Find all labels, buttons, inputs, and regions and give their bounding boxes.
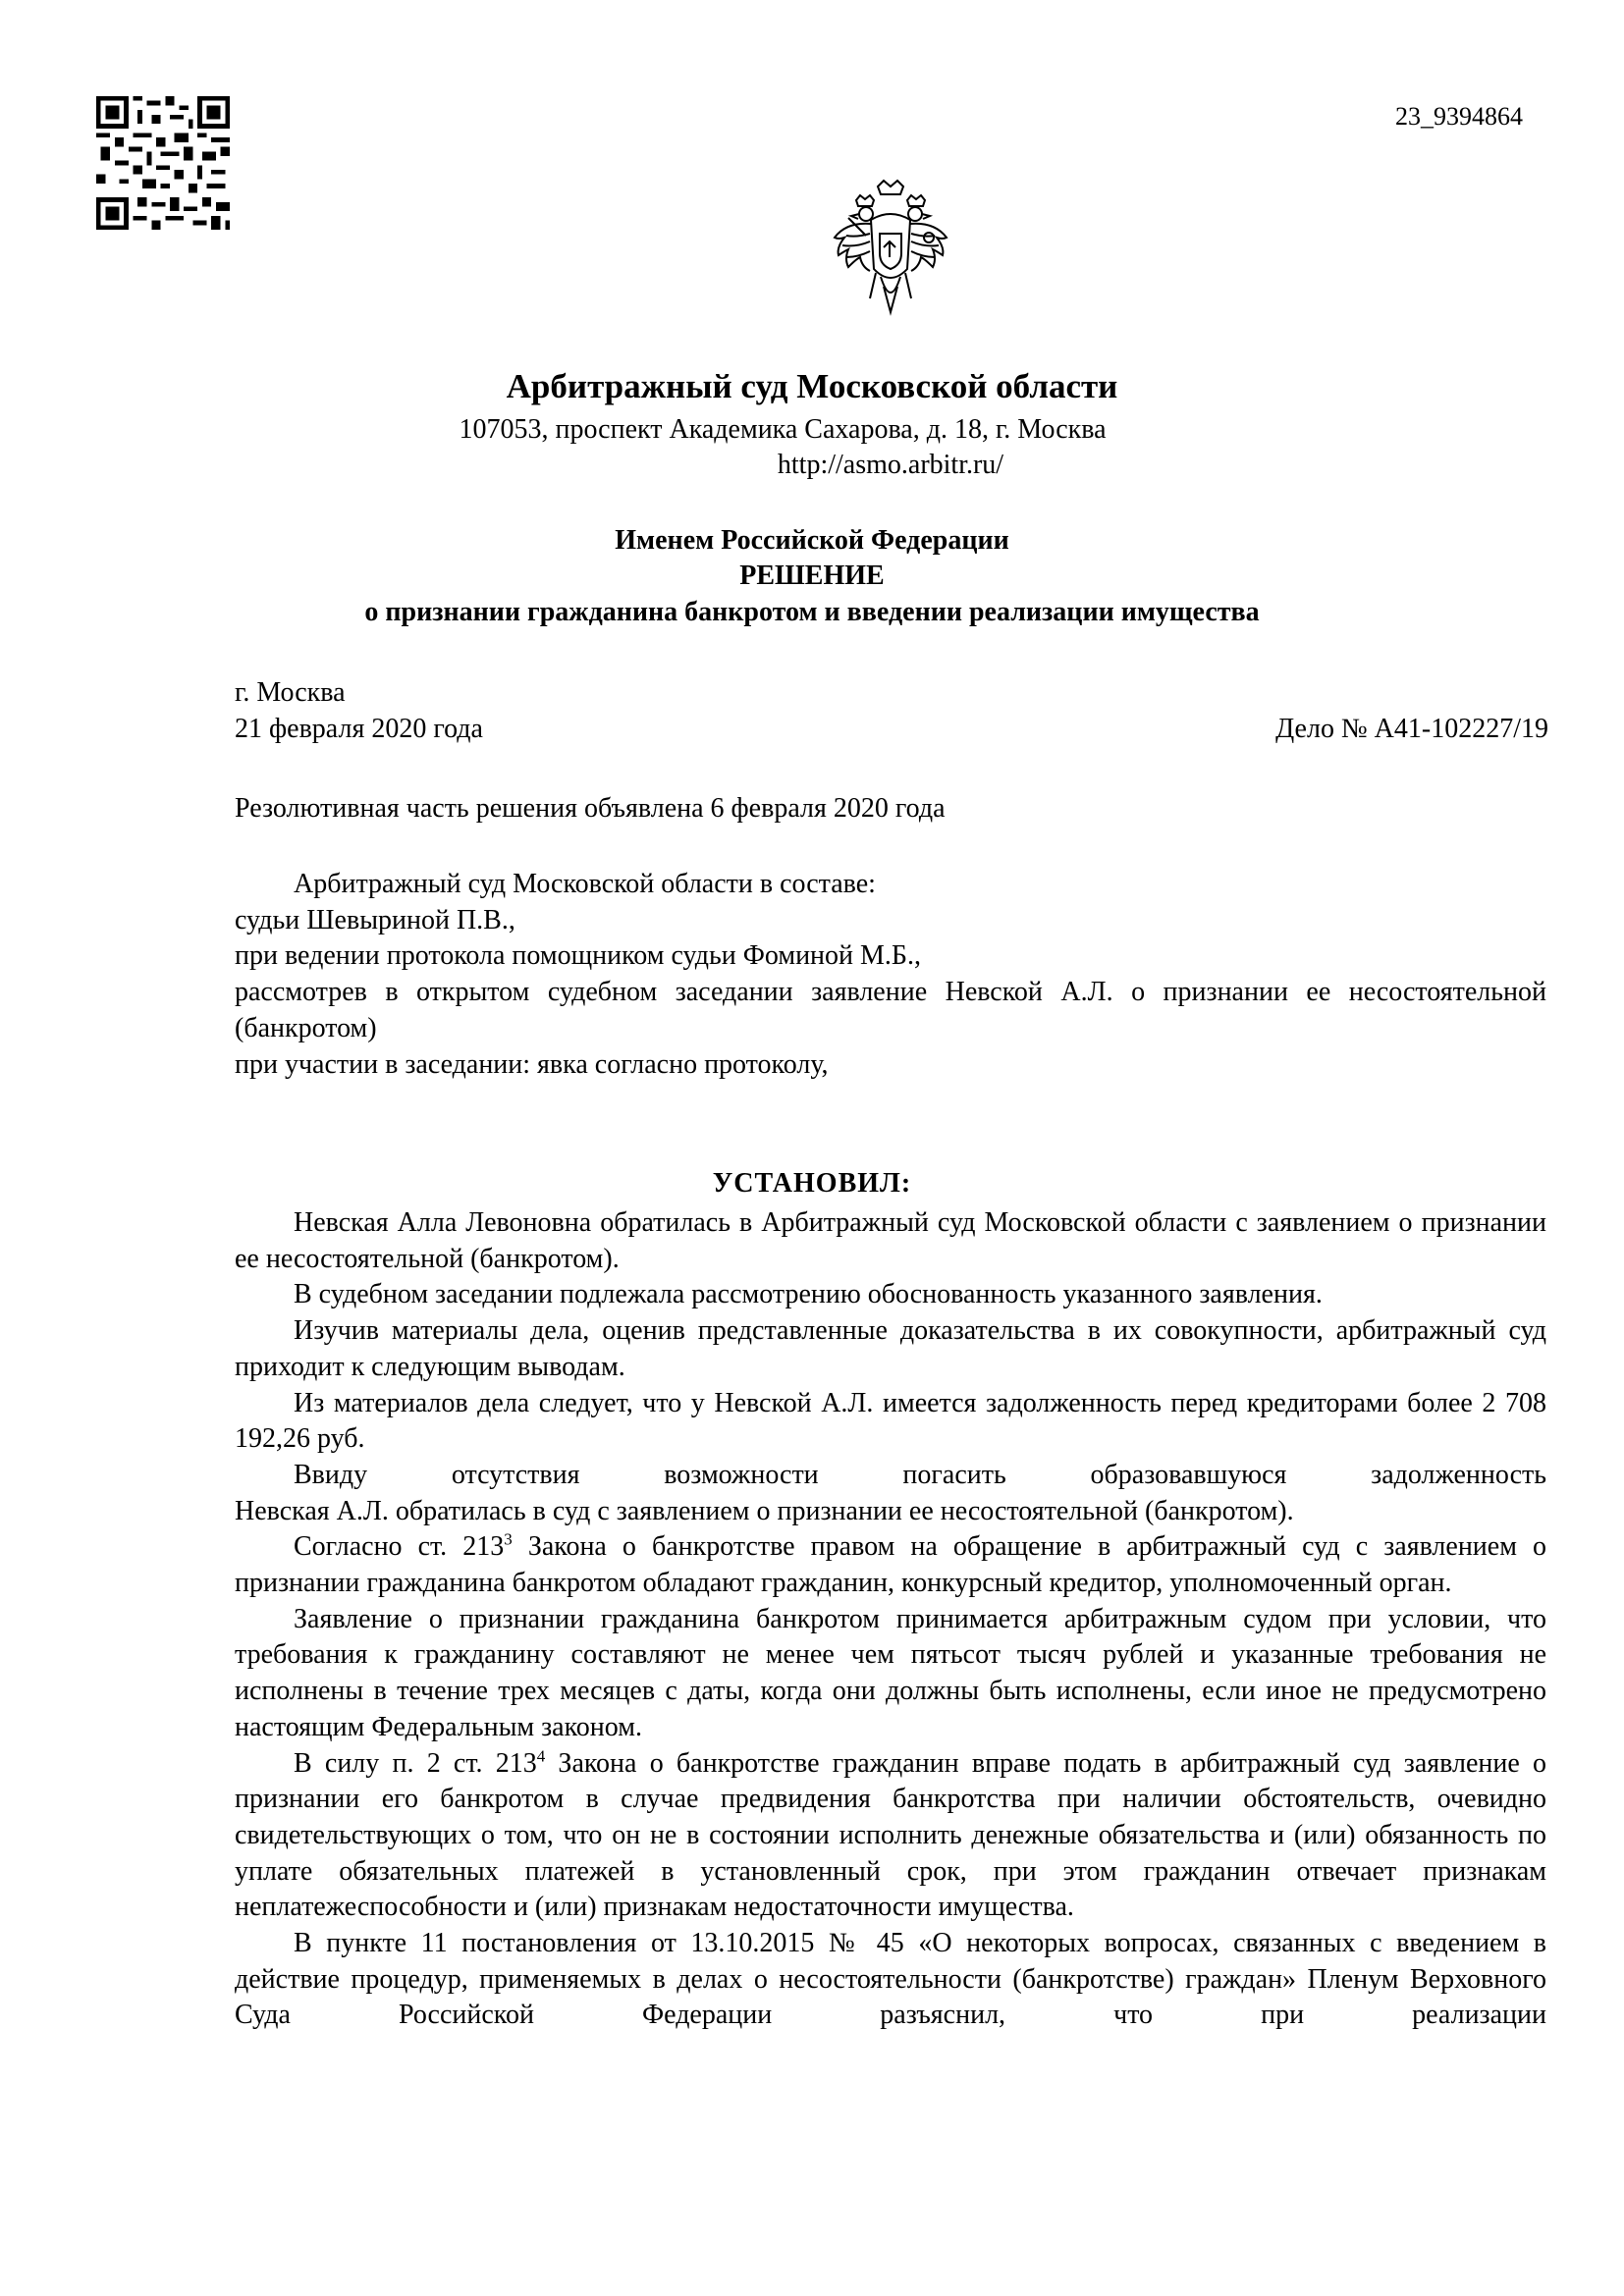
paragraph: Невская А.Л. обратилась в суд с заявлением о признании ее несостоятельной (банкротом). [235, 1495, 1294, 1526]
court-composition [235, 867, 1546, 1083]
composition-line: при участии в заседании: явка согласно протоколу, [235, 1048, 829, 1080]
text-span: Согласно ст. 213 [294, 1531, 505, 1563]
section-title: УСТАНОВИЛ: [712, 1168, 912, 1199]
paragraph [235, 1746, 1546, 1927]
heading-line-1: Именем Российской Федерации [615, 525, 1009, 556]
court-name: Арбитражный суд Московской области [506, 367, 1118, 405]
composition-line: Арбитражный суд Московской области в составе: [294, 869, 876, 899]
text-span: В силу п. 2 ст. 213 [294, 1747, 537, 1779]
document-id: 23_9394864 [1395, 102, 1523, 131]
case-number: Дело № А41-102227/19 [1275, 714, 1548, 744]
decision-date: 21 февраля 2020 года [235, 714, 483, 744]
paragraph: В пункте 11 постановления от 13.10.2015 № 45 «О некоторых вопросах, связанных с введением в действие процедур, применяемых в делах о несостоятельности (банкротстве) граждан» Пленум Верховного Суда Российской Федерации разъяснил, что при реализации [235, 1928, 1546, 2031]
text-span: Закона о банкротстве правом на обращение в арбитражный суд с заявлением о признании гражданина банкротом обладают гражданин, конкурсный кредитор, уполномоченный орган. [235, 1531, 1547, 1599]
superscript: 4 [536, 1746, 546, 1766]
court-address: 107053, проспект Академика Сахарова, д. 18, г. Москва [459, 414, 1107, 445]
paragraph: Ввиду отсутствия возможности погасить образовавшуюся задолженность [294, 1459, 1546, 1490]
decision-body [235, 1205, 1546, 2034]
qr-code-icon [96, 96, 230, 230]
composition-line: рассмотрев в открытом судебном заседании заявление Невской А.Л. о признании ее несостоятельной (банкротом) [235, 977, 1546, 1043]
text-span: Закона о банкротстве гражданин вправе подать в арбитражный суд заявление о признании его банкротом в случае предвидения банкротства при наличии обстоятельств, очевидно свидетельствующих о том, что он не в состоянии исполнить денежные обязательства и (или) обязанность по уплате обязательных платежей в установленный срок, при этом гражданин отвечает признакам неплатежеспособности и (или) признакам недостаточности имущества. [235, 1747, 1546, 1923]
paragraph: Изучив материалы дела, оценив представленные доказательства в их совокупности, арбитражный суд приходит к следующим выводам. [235, 1315, 1546, 1382]
decision-subtitle: о признании гражданина банкротом и введении реализации имущества [364, 597, 1260, 627]
announcement: Резолютивная часть решения объявлена 6 февраля 2020 года [235, 793, 946, 824]
paragraph: В судебном заседании подлежала рассмотрению обоснованность указанного заявления. [294, 1279, 1323, 1310]
court-website-link[interactable]: http://asmo.arbitr.ru/ [777, 450, 1004, 480]
decision-title: РЕШЕНИЕ [739, 561, 885, 591]
paragraph: Заявление о признании гражданина банкротом принимается арбитражным судом при условии, что требования к гражданину составляют не менее чем пятьсот тысяч рублей и указанные требования не исполнены в течение трех месяцев с даты, когда они должны быть исполнены, если иное не предусмотрено настоящим Федеральным законом. [235, 1603, 1546, 1742]
city: г. Москва [235, 677, 346, 708]
paragraph: Невская Алла Левоновна обратилась в Арбитражный суд Московской области с заявлением о признании ее несостоятельной (банкротом). [235, 1207, 1546, 1274]
paragraph: Из материалов дела следует, что у Невской А.Л. имеется задолженность перед кредиторами более 2 708 192,26 руб. [235, 1387, 1546, 1455]
paragraph [235, 1529, 1546, 1601]
composition-line: при ведении протокола помощником судьи Фоминой М.Б., [235, 940, 922, 972]
coat-of-arms-icon [827, 179, 954, 316]
superscript: 3 [504, 1530, 513, 1549]
composition-line: судьи Шевыриной П.В., [235, 904, 515, 935]
